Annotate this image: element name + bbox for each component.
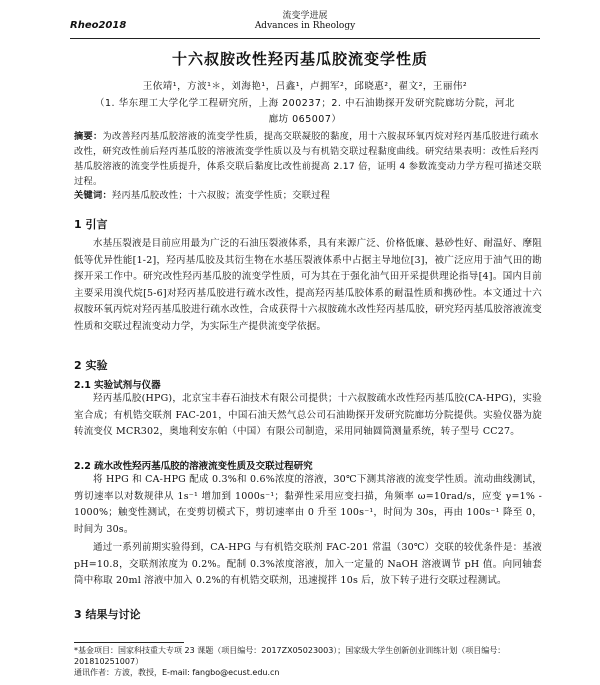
keywords [74,188,542,203]
keywords-text: 羟丙基瓜胶改性；十六叔胺；流变学性质；交联过程 [111,190,331,201]
paper-title: 十六叔胺改性羟丙基瓜胶流变学性质 [171,50,428,68]
rheology-paragraph-1: 将 HPG 和 CA-HPG 配成 0.3%和 0.6%浓度的溶液，30℃下测其溶液的流变学性质。流动曲线测试，剪切速率以对数规律从 1s⁻¹ 增加到 1000s⁻¹；黏弹性采用应变扫描，角频率 ω=10rad/s，应变 γ=1% - 1000%；触变性测试，在变剪切模式下，剪切速率由 0 升至 100s⁻¹，时间为 30s，再由 100s⁻¹ 降至 0，时间为 30s。 [74,474,542,535]
intro-paragraph: 水基压裂液是目前应用最为广泛的石油压裂液体系，具有来源广泛、价格低廉、悬砂性好、耐温好、摩阻低等优异性能[1-2]，羟丙基瓜胶及其衍生物在水基压裂液体系中占据主导地位[3]，被广泛应用于油气田的勘探开采工作中。研究改性羟丙基瓜胶的流变学性质，可为其在于强化油气田开采提供理论指导[4]。国内目前主要采用溴代烷[5-6]对羟丙基瓜胶进行疏水改性，提高羟丙基瓜胶体系的耐温性质和携砂性。本文通过十六叔胺环氧丙烷对羟丙基瓜胶进行疏水改性，合成获得十六叔胺疏水改性羟丙基瓜胶，研究羟丙基瓜胶溶液流变性质和交联过程流变动力学，为实际生产提供流变学依据。 [74,238,542,332]
subsection-heading-rheology: 2.2 疏水改性羟丙基瓜胶的溶液流变性质及交联过程研究 [74,461,313,472]
journal-header [70,8,540,39]
abstract-text: 为改善羟丙基瓜胶溶液的流变学性质，提高交联凝胶的黏度，用十六胺叔环氧丙烷对羟丙基瓜胶进行疏水改性，研究改性前后羟丙基瓜胶的溶液流变学性质以及与有机锆交联过程黏度曲线。研究结果表明：改性后羟丙基瓜胶溶液的流变学性质提升，体系交联后黏度比改性前提高 2.17 倍，证明 4 参数流变动力学方程可描述交联过程。 [74,131,542,187]
author-list: 王依靖¹，方波¹＊，刘海艳¹，吕鑫¹，卢拥军²，邱晓惠²，翟文²，王丽伟² [142,81,468,92]
keywords-label: 关键词： [74,190,112,201]
reagents-paragraph: 羟丙基瓜胶(HPG)，北京宝丰春石油技术有限公司提供；十六叔胺疏水改性羟丙基瓜胶(CA-HPG)，实验室合成；有机锆交联剂 FAC-201，中国石油天然气总公司石油勘探开发研究院廊坊分院提供。实验仪器为旋转流变仪 MCR302，奥地利安东帕（中国）有限公司制造，采用同轴圆筒测量系统，转子型号 CC27。 [74,393,542,437]
abstract-label: 摘要： [74,131,103,142]
journal-logo: Rheo2018 [70,20,127,31]
rheology-paragraph-2: 通过一系列前期实验得到，CA-HPG 与有机锆交联剂 FAC-201 常温（30℃）交联的较优条件是：基液 pH=10.8，交联剂浓度为 0.2%。配制 0.3%浓度溶液，加入一定量的 NaOH 溶液调节 pH 值。向同轴套筒中称取 20ml 溶液中加入 0.2%的有机锆交联剂，迅速搅拌 10s 后，放下转子进行交联过程测试。 [74,542,542,586]
footnote-contact: 通讯作者：方波，教授，E-mail: fangbo@ecust.edu.cn [74,668,280,677]
section-heading-results: 3 结果与讨论 [74,608,141,621]
section-heading-experiment: 2 实验 [74,359,108,372]
subsection-heading-reagents: 2.1 实验试剂与仪器 [74,380,161,391]
journal-name-en: Advances in Rheology [254,21,356,31]
affiliation: （1. 华东理工大学化学工程研究所，上海 200237；2. 中石油勘探开发研究院廊坊分院，河北 廊坊 065007） [95,98,515,125]
footnote-divider [74,642,184,643]
footnote [74,645,542,678]
section-heading-intro: 1 引言 [74,218,108,231]
abstract [74,129,542,189]
journal-name-cn: 流变学进展 [282,11,328,21]
footnote-fund: *基金项目：国家科技重大专项 23 课题（项目编号：2017ZX05023003）；国家级大学生创新创业训练计划（项目编号：201810251007） [74,646,506,666]
